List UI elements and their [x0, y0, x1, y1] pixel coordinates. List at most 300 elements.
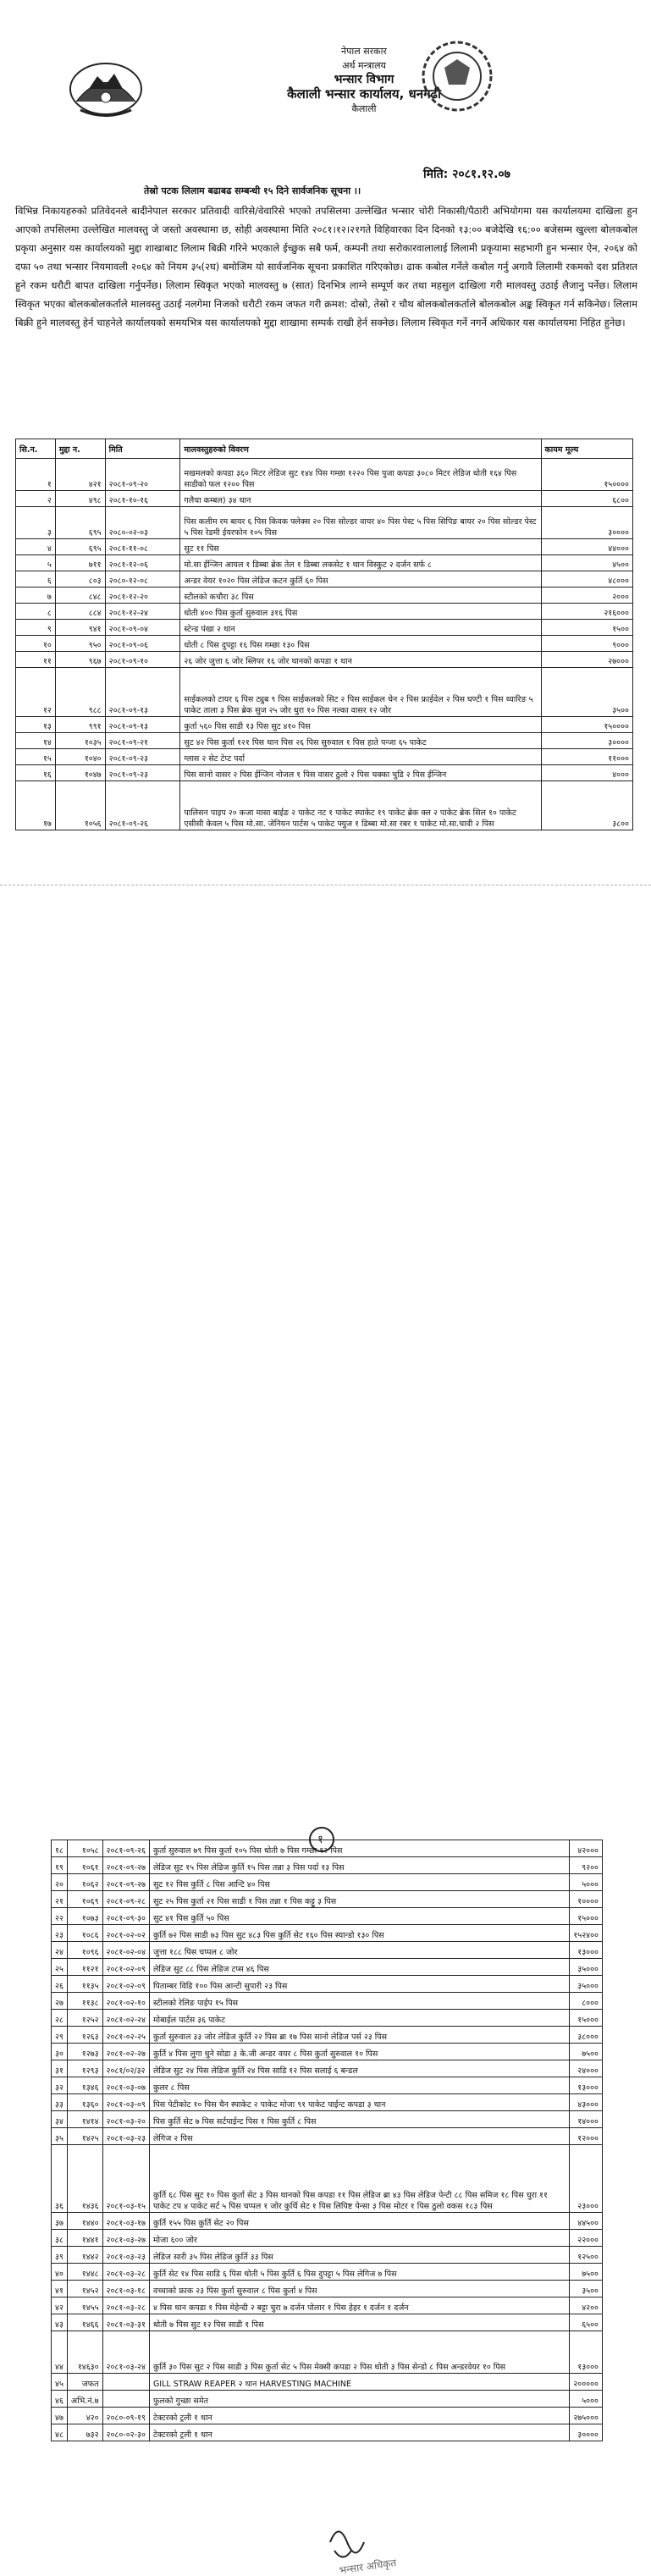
- cell-value: ३८०००: [570, 2027, 603, 2044]
- cell-description: मोबाईल पार्टस ३६ पाकेट: [149, 2010, 569, 2027]
- cell-description: पिस सानो वासर २ पिस ईन्जिन नोजल १ पिस वासर ठुलो २ पिस चक्का चुडि २ पिस ईन्जिन: [180, 765, 541, 781]
- cell-description: कुर्ता सुरुवाल ३३ जोर लेडिज कुर्ति २२ पिस ब्रा १७ पिस सानो लेडिज पर्स २३ पिस: [149, 2027, 569, 2044]
- cell-value: १००००: [570, 1891, 603, 1908]
- table-row: [16, 636, 633, 652]
- cell-value: १५००: [541, 620, 632, 636]
- table-row: [52, 1993, 603, 2010]
- cell-sn: ३३: [52, 2094, 68, 2111]
- header-description: मालवस्तुहरुको विवरण: [180, 439, 541, 459]
- cell-sn: २६: [52, 1976, 68, 1993]
- goods-table-page-1: [15, 439, 633, 830]
- cell-date: २०८१-०३-३१: [102, 2314, 149, 2331]
- cell-value: ३५००: [570, 2281, 603, 2297]
- cell-description: टेक्टरको ट्रली १ थान: [149, 2408, 569, 2424]
- table-row: [52, 2060, 603, 2077]
- cell-date: २०८१-०९-२१: [105, 733, 180, 749]
- cell-case-no: १४४२: [67, 2247, 102, 2264]
- header-line-office: कैलाली भन्सार कार्यालय, धनगढी: [287, 86, 441, 102]
- table-row: [52, 1925, 603, 1942]
- cell-case-no: ४२०: [67, 2408, 102, 2424]
- cell-date: २०८१-०९-२६: [102, 1840, 149, 1857]
- cell-case-no: १०९६: [67, 1942, 102, 1959]
- table-row: [52, 2010, 603, 2027]
- cell-date: २०८१-०३-२८: [102, 2264, 149, 2281]
- cell-description: कुर्ति ३० पिस सुट २ पिस साडी ३ पिस कुर्ता सेट ५ पिस मेक्सी कपडा २ पिस धोती ३ पिस सेन्डो ८ पिस अन्डरवेयर १० पिस: [149, 2331, 569, 2374]
- table-row: [16, 620, 633, 636]
- table-row: [52, 2111, 603, 2128]
- cell-case-no: १४१४: [67, 2111, 102, 2128]
- notice-page-1: [0, 0, 651, 885]
- cell-description: लेडिज सुट २४ पिस लेडिज कुर्ति २४ पिस साडि १२ पिस सलाई ६ बन्डल: [149, 2060, 569, 2077]
- cell-description: GILL STRAW REAPER २ थान HARVESTING MACHINE: [149, 2374, 569, 2391]
- cell-sn: २८: [52, 2010, 68, 2027]
- cell-date: २०८०-०२-३०: [102, 2424, 149, 2441]
- table-row: [16, 555, 633, 571]
- cell-value: २०००००: [570, 2374, 603, 2391]
- cell-sn: २४: [52, 1942, 68, 1959]
- cell-date: २०८०-१२-०८: [105, 571, 180, 587]
- cell-case-no: ९८८: [55, 668, 105, 717]
- cell-date: २०८१/०२/३२: [102, 2060, 149, 2077]
- cell-description: कुर्ता ५६० पिस साडी १३ पिस सुट ४१० पिस: [180, 717, 541, 733]
- cell-description: स्टीलको रेलिङ पाईप १५ पिस: [149, 1993, 569, 2010]
- cell-case-no: ९६७: [55, 652, 105, 668]
- cell-sn: ४६: [52, 2391, 68, 2408]
- table-row: [16, 459, 633, 491]
- cell-sn: २९: [52, 2027, 68, 2044]
- cell-date: २०८१-०९-१०: [105, 652, 180, 668]
- table-row: [52, 2044, 603, 2060]
- table-row: [52, 2374, 603, 2391]
- cell-sn: ३१: [52, 2060, 68, 2077]
- cell-date: [102, 2374, 149, 2391]
- cell-value: २४०००: [570, 2060, 603, 2077]
- cell-value: ३५०००: [570, 1959, 603, 1976]
- table-row: [16, 652, 633, 668]
- header-value: कायम मूल्य: [541, 439, 632, 459]
- table-row: [16, 571, 633, 587]
- cell-value: ५०००: [570, 2391, 603, 2408]
- table-row: [16, 507, 633, 539]
- cell-value: १३०००: [570, 1942, 603, 1959]
- cell-date: २०८१-०२-२५: [102, 2027, 149, 2044]
- cell-case-no: १४३६: [67, 2145, 102, 2213]
- cell-date: २०८१-०३-०७: [102, 2077, 149, 2094]
- cell-date: २०८१-०३-२८: [102, 2297, 149, 2314]
- cell-description: गलैचा कम्बल) ३४ थान: [180, 491, 541, 507]
- table-row: [52, 2424, 603, 2441]
- cell-value: १३०००: [570, 2077, 603, 2094]
- cell-description: स्टेन्ड पंखा २ थान: [180, 620, 541, 636]
- cell-description: कुलर ८ पिस: [149, 2077, 569, 2094]
- page-number-mark-text: १: [317, 1834, 323, 1846]
- cell-value: १५०००: [570, 2010, 603, 2027]
- cell-value: ५०००: [570, 1874, 603, 1891]
- header-date: मिति: [105, 439, 180, 459]
- notice-page-2: [0, 896, 651, 2576]
- cell-value: ३००००: [541, 733, 632, 749]
- table-row: [52, 2145, 603, 2213]
- cell-sn: ३५: [52, 2128, 68, 2145]
- cell-sn: ४: [16, 539, 56, 555]
- cell-date: २०८१-०९-०४: [105, 620, 180, 636]
- cell-sn: ३८: [52, 2230, 68, 2247]
- cell-case-no: १०४७: [55, 765, 105, 781]
- cell-value: ८०००: [570, 1993, 603, 2010]
- cell-sn: २५: [52, 1959, 68, 1976]
- cell-value: ७५००: [570, 2044, 603, 2060]
- table-row: [52, 2331, 603, 2374]
- cell-date: २०८१-०३-१५: [102, 2145, 149, 2213]
- cell-description: पिस पेटीकोट १० पिस चैन स्पाकेट २ पाकेट मोजा ९१ पाकेट पाईन्ट कपडा ३ थान: [149, 2094, 569, 2111]
- cell-value: ३५०००: [570, 1976, 603, 1993]
- cell-description: पालिसन पाइप २० कजा मासा बाईङ २ पाकेट नट १ पाकेट स्पाकेट १९ पाकेट ब्रेक क्ल २ पाकेट ब्रेक सिल १० पाकेट एसीसी केवल ५ पिस मो.सा. जेनियन पार्टस ५ पाकेट फ्युज १ डिब्बा मो.सा रबर १ पाकेट मो.सा.चावी २ पिस: [180, 781, 541, 830]
- cell-date: २०८१-०२-०९: [102, 1976, 149, 1993]
- table-row: [52, 2094, 603, 2111]
- cell-date: २०८१-०२-०४: [102, 1942, 149, 1959]
- notice-date: मिति: २०८१.१२.०७: [423, 168, 510, 181]
- cell-description: कुर्ता सुरुवाल ७९ पिस कुर्ता १०५ पिस धोती ७ पिस गम्छा १२ पिस: [149, 1840, 569, 1857]
- cell-description: कुर्ति १५५ पिस कुर्ति सेट २० पिस: [149, 2213, 569, 2230]
- cell-description: कुर्ति ६८ पिस सुट १० पिस कुर्ता सेट ३ पिस थानको पिस कपडा ११ पिस लेडिज ब्रा ४३ पिस लेडिज पेन्टी ८८ पिस समिज १८ पिस चुरा ११ पाकेट टप ४ पाकेट सर्ट ५ पिस चप्पल १ जोर कुर्थि सेट १ पिस लिपिष्ट पेन्सा ३ पिस मोटर १ पिस ठुलो वकस १८३ पिस: [149, 2145, 569, 2213]
- cell-sn: ३७: [52, 2213, 68, 2230]
- cell-sn: १८: [52, 1840, 68, 1857]
- cell-sn: ८: [16, 604, 56, 620]
- cell-description: ४ पिस थान कपडा १ पिस मेहेन्दी २ बट्टा चुरा ७ दर्जन पोलार १ पिस हेहर १ दर्जन १ दर्जन: [149, 2297, 569, 2314]
- cell-date: २०८१-०३-२७: [102, 2230, 149, 2247]
- cell-date: २०८१-०९-२०: [105, 459, 180, 491]
- cell-case-no: ९४१: [55, 620, 105, 636]
- cell-description: पिस कलीम रम बायर ६ पिस किवक फ्लेक्स २० पिस सोल्डर वायर ४० पिस पेस्ट ५ पिस सिपिङ बायर २० पिस सोल्डर पेस्ट ५ पिस रेडमी ईयरफोन १०५ पिस: [180, 507, 541, 539]
- cell-case-no: १०५६: [55, 781, 105, 830]
- cell-sn: १७: [16, 781, 56, 830]
- cell-sn: ९: [16, 620, 56, 636]
- cell-sn: २०: [52, 1874, 68, 1891]
- cell-sn: २१: [52, 1891, 68, 1908]
- cell-sn: १६: [16, 765, 56, 781]
- table-row: [16, 668, 633, 717]
- cell-description: सुट ११ पिस: [180, 539, 541, 555]
- cell-case-no: १२७३: [67, 2044, 102, 2060]
- cell-description: अन्डर वेयर १०२० पिस लेडिज कटन कुर्ति ६० पिस: [180, 571, 541, 587]
- cell-case-no: जफत: [67, 2374, 102, 2391]
- cell-case-no: १०५८: [67, 1840, 102, 1857]
- cell-value: ३८००: [541, 781, 632, 830]
- cell-date: २०८१-०२-२४: [102, 2010, 149, 2027]
- table-row: [52, 2391, 603, 2408]
- cell-case-no: ६९५: [55, 507, 105, 539]
- cell-description: सुट ४१ पिस कुर्ति ५० पिस: [149, 1908, 569, 1925]
- cell-date: [102, 2391, 149, 2408]
- cell-value: ९०००: [541, 636, 632, 652]
- cell-date: २०८१-०९-१३: [105, 717, 180, 733]
- table-row: [16, 765, 633, 781]
- cell-description: कुर्ति ७२ पिस साडी ७३ पिस सुट ४८३ पिस कुर्ति सेट १६० पिस स्यान्डो १३० पिस: [149, 1925, 569, 1942]
- cell-sn: ४२: [52, 2297, 68, 2314]
- cell-case-no: १२६३: [67, 2027, 102, 2044]
- cell-value: ४८०००: [541, 571, 632, 587]
- cell-sn: ३: [16, 507, 56, 539]
- cell-date: २०८१-१२-२४: [105, 604, 180, 620]
- cell-case-no: १२५२: [67, 2010, 102, 2027]
- nepal-emblem-icon: [63, 55, 148, 119]
- table-row: [52, 2027, 603, 2044]
- table-row: [52, 2281, 603, 2297]
- cell-case-no: १०८६: [67, 1925, 102, 1942]
- cell-sn: ३०: [52, 2044, 68, 2060]
- cell-value: २०००: [541, 587, 632, 604]
- cell-case-no: ९९१: [55, 717, 105, 733]
- cell-description: लेडिज सुट १५ पिस लेडिज कुर्ति १५ पिस तन्ना ३ पिस पर्दा १३ पिस: [149, 1857, 569, 1874]
- page-separator: [0, 885, 651, 896]
- cell-date: २०८०-०९-१९: [102, 2408, 149, 2424]
- cell-value: ६५००: [570, 2314, 603, 2331]
- cell-description: फुलको गुच्छा समेत: [149, 2391, 569, 2408]
- cell-value: ३००००: [541, 507, 632, 539]
- table-row: [16, 749, 633, 765]
- cell-value: १५२४००: [570, 1925, 603, 1942]
- cell-sn: १: [16, 459, 56, 491]
- cell-sn: ११: [16, 652, 56, 668]
- cell-value: २२०००: [570, 2230, 603, 2247]
- header-line-government: नेपाल सरकार: [341, 46, 387, 57]
- cell-description: स्टीलको कचौरा ३८ पिस: [180, 587, 541, 604]
- cell-sn: ६: [16, 571, 56, 587]
- cell-case-no: ६९५: [55, 539, 105, 555]
- notice-body: विभिन्न निकायहरुको प्रतिवेदनले बादीनेपाल सरकार प्रतिवादी वारिसे/वेवारिसे भएको तपसिलमा उल्लेखित भन्सार चोरी निकासी/पैठारी अभियोगमा यस कार्यालयमा दाखिला हुन आएको तपसिलमा उल्लेखित मालवस्तु जे जस्तो अवस्थामा छ, सोही अवस्थामा मिति २०८१।१२।२१गते विहिवारका दिन दिनको १३:०० बजेदेखि १६:०० बजेसम्म खुल्ला बोलकबोल प्रकृया अनुसार यस कार्यालयको मुद्दा शाखाबाट लिलाम बिक्री गरिने भएकाले ईच्छुक सबै फर्म, कम्पनी तथा सरोकारवालालाई लिलामी प्रकृयामा सहभागी हुन भन्सार ऐन, २०६४ को दफा ५० तथा भन्सार नियमावली २०६४ को नियम ३५(२घ) बमोजिम यो सार्वजनिक सूचना प्रकाशित गरिएकोछ। ढाक कबोल गर्नेले कबोल गर्नु अगावै लिलामी रकमको दश प्रतिशत हुने रकम धरौटी बापत दाखिला गर्नुपर्नेछ। लिलाम स्विकृत भएको मालवस्तु ७ (सात) दिनभित्र लाग्ने सम्पूर्ण कर तथा महसुल दाखिला गरी मालवस्तु उठाई लैजानु पर्नेछ। लिलाम स्विकृत भएका बोलकबोलकर्ताले मालवस्तु उठाई नलगेमा निजको धरौटी रकम जफत गरी क्रमश: दोस्रो, तेस्रो र चौथ बोलकबोलकर्ताले बोलकबोल अङ्क स्विकृत गर्न सकिनेछ। लिलाम बिक्री हुने मालवस्तु हेर्न चाहनेले कार्यालयको समयभित्र यस कार्यालयको मुद्दा शाखामा सम्पर्क राखी हेर्न सक्नेछ। लिलाम स्विकृत गर्ने नगर्ने अधिकार यस कार्यालयमा निहित हुनेछ।: [15, 205, 637, 328]
- cell-case-no: ११३५: [67, 1976, 102, 1993]
- cell-date: २०८१-०९-२३: [105, 765, 180, 781]
- header-sn: सि.न.: [16, 439, 56, 459]
- cell-description: साईकलको टायर ६ पिस ट्युब ९ पिस साईकलको सिट २ पिस साईकल चेन २ पिस फ्राईवेल २ पिस घण्टी १ पिस थ्यारिङ ५ पाकेट ताला ३ पिस ब्रेक सुज २५ जोर धुरा १० पिस नल्का वासर १२ जोर: [180, 668, 541, 717]
- header-line-department: भन्सार विभाग: [334, 73, 394, 86]
- cell-case-no: १४५२: [67, 2281, 102, 2297]
- table-row: [52, 1857, 603, 1874]
- cell-sn: २२: [52, 1908, 68, 1925]
- table-row: [16, 539, 633, 555]
- cell-description: मोजा ६०० जोर: [149, 2230, 569, 2247]
- table-row: [16, 781, 633, 830]
- cell-case-no: ७११: [55, 555, 105, 571]
- cell-value: ४२०००: [570, 1840, 603, 1857]
- cell-sn: ५: [16, 555, 56, 571]
- header-case-no: मुद्दा न.: [55, 439, 105, 459]
- cell-sn: २३: [52, 1925, 68, 1942]
- cell-case-no: ८०३: [55, 571, 105, 587]
- cell-description: लेगिज २ पिस: [149, 2128, 569, 2145]
- cell-description: धोती ७ पिस सुट १२ पिस साडी १ पिस: [149, 2314, 569, 2331]
- cell-date: २०८१-०३-२४: [102, 2331, 149, 2374]
- cell-date: २०८१-०२-०२: [102, 1925, 149, 1942]
- cell-date: २०८१-०२-०९: [102, 1959, 149, 1976]
- cell-value: १५००००: [541, 459, 632, 491]
- cell-sn: ४०: [52, 2264, 68, 2281]
- cell-sn: ४३: [52, 2314, 68, 2331]
- cell-sn: ३६: [52, 2145, 68, 2213]
- cell-value: ३००००: [570, 2424, 603, 2441]
- table-row: [52, 2408, 603, 2424]
- cell-sn: १३: [16, 717, 56, 733]
- cell-case-no: १०७३: [67, 1908, 102, 1925]
- cell-value: ४०००: [541, 765, 632, 781]
- cell-case-no: ७३२: [67, 2424, 102, 2441]
- cell-description: लेडिज सारी ३५ पिस लेडिज कुर्ति ३३ पिस: [149, 2247, 569, 2264]
- cell-date: २०८१-०३-१८: [102, 2281, 149, 2297]
- cell-date: २०८१-०३-२३: [102, 2128, 149, 2145]
- table-header-row: [16, 439, 633, 459]
- cell-value: २७०००: [541, 652, 632, 668]
- table-row: [16, 604, 633, 620]
- goods-table-page-2: [51, 1840, 603, 2441]
- office-seal-icon: [415, 34, 499, 119]
- cell-case-no: १०६१: [67, 1857, 102, 1874]
- cell-case-no: १४४८: [67, 2264, 102, 2281]
- cell-case-no: १४६३०: [67, 2331, 102, 2374]
- table-row: [52, 1874, 603, 1891]
- cell-description: पिस कुर्ति सेट ७ पिस सर्टपाईन्ट पिस १ पिस कुर्ति ८ पिस: [149, 2111, 569, 2128]
- cell-case-no: १०३५: [55, 733, 105, 749]
- notice-title: तेस्रो पटक लिलाम बढाबढ सम्बन्धी १५ दिने सार्वजनिक सूचना ।।: [144, 185, 361, 196]
- table-row: [16, 733, 633, 749]
- cell-description: धोती ८ पिस दुपट्टा १६ पिस गम्छा १३० पिस: [180, 636, 541, 652]
- cell-date: २०८१-०३-०९: [102, 2094, 149, 2111]
- cell-value: ४४०००: [541, 539, 632, 555]
- svg-text:भन्सार अधिकृत: भन्सार अधिकृत: [338, 2557, 398, 2576]
- cell-case-no: ९५०: [55, 636, 105, 652]
- cell-sn: ३४: [52, 2111, 68, 2128]
- cell-case-no: १०४०: [55, 749, 105, 765]
- table-row: [52, 1942, 603, 1959]
- cell-case-no: ८४८: [55, 587, 105, 604]
- cell-description: वच्चाको फ्राक २३ पिस कुर्ता सुरुवाल ८ पिस कुर्ता ४ पिस: [149, 2281, 569, 2297]
- table-row: [52, 2213, 603, 2230]
- cell-sn: १९: [52, 1857, 68, 1874]
- cell-sn: १५: [16, 749, 56, 765]
- table-row: [52, 2297, 603, 2314]
- cell-date: २०८१-०९-१३: [105, 668, 180, 717]
- header-line-ministry: अर्थ मन्त्रालय: [342, 60, 386, 71]
- cell-case-no: ४२१: [55, 459, 105, 491]
- cell-date: २०८१-०३-२०: [102, 2111, 149, 2128]
- cell-value: ११०००: [541, 749, 632, 765]
- cell-sn: २: [16, 491, 56, 507]
- cell-description: धोती ४०० पिस कुर्ता सुरुवाल ३१६ पिस: [180, 604, 541, 620]
- cell-sn: १२: [16, 668, 56, 717]
- cell-description: सुट १२ पिस कुर्ति ८ पिस आन्टि ४० पिस: [149, 1874, 569, 1891]
- cell-date: २०८१-०३-२३: [102, 2247, 149, 2264]
- table-row: [52, 1908, 603, 1925]
- cell-sn: ३९: [52, 2247, 68, 2264]
- cell-case-no: १४२५: [67, 2128, 102, 2145]
- cell-sn: ४४: [52, 2331, 68, 2374]
- cell-sn: ४७: [52, 2408, 68, 2424]
- cell-sn: १४: [16, 733, 56, 749]
- cell-date: २०८१-१०-१६: [105, 491, 180, 507]
- cell-value: ४२००: [570, 2297, 603, 2314]
- cell-value: ४३०००: [570, 2094, 603, 2111]
- table-row: [52, 1976, 603, 1993]
- cell-date: २०८१-०३-१७: [102, 2213, 149, 2230]
- cell-date: २०८१-११-०८: [105, 539, 180, 555]
- cell-description: सुट २५ पिस कुर्ता २१ पिस साडी १ पिस तन्ना १ पिस कट्टु ३ पिस: [149, 1891, 569, 1908]
- cell-description: मो.सा ईन्जिन आयल १ डिब्बा ब्रेक तेल १ डिब्बा लकसेट १ थान विस्कुट २ दर्जन सर्फ ८: [180, 555, 541, 571]
- cell-value: १५०००: [570, 1908, 603, 1925]
- cell-value: २३०००: [570, 2145, 603, 2213]
- table-row: [52, 2230, 603, 2247]
- cell-value: १४०००: [570, 2111, 603, 2128]
- table-row: [52, 1959, 603, 1976]
- cell-date: २०८०-०२-०३: [105, 507, 180, 539]
- cell-case-no: १३६०: [67, 2094, 102, 2111]
- cell-value: ७५००: [570, 2264, 603, 2281]
- cell-date: २०८१-०९-२८: [102, 1891, 149, 1908]
- cell-case-no: ४९८: [55, 491, 105, 507]
- cell-value: ३५००: [541, 668, 632, 717]
- cell-case-no: १४५५: [67, 2297, 102, 2314]
- table-row: [52, 2128, 603, 2145]
- cell-case-no: १४४१: [67, 2230, 102, 2247]
- cell-date: २०८१-०९-२७: [102, 1857, 149, 1874]
- cell-description: ग्लास २ सेट टेप्ट पर्दा: [180, 749, 541, 765]
- cell-case-no: १४४०: [67, 2213, 102, 2230]
- cell-case-no: १४६६: [67, 2314, 102, 2331]
- cell-date: २०८१-०२-२७: [102, 2044, 149, 2060]
- cell-sn: १०: [16, 636, 56, 652]
- cell-case-no: ११२१: [67, 1959, 102, 1976]
- cell-case-no: १०६२: [67, 1874, 102, 1891]
- table-row: [52, 2247, 603, 2264]
- cell-date: २०८१-१२-०६: [105, 555, 180, 571]
- header-line-district: कैलाली: [351, 103, 377, 114]
- cell-date: २०८१-०९-३०: [102, 1908, 149, 1925]
- table-row: [16, 587, 633, 604]
- cell-case-no: ८८४: [55, 604, 105, 620]
- cell-description: मखमलको कपडा ३६० मिटर लेडिज सुट १४४ पिस गम्छा १२२० पिस पुजा कपडा ३०८० मिटर लेडिज धोती १६४ पिस साडीको फल १२०० पिस: [180, 459, 541, 491]
- cell-date: २०८१-०९-२७: [102, 1874, 149, 1891]
- cell-date: २०८१-०९-२३: [105, 749, 180, 765]
- table-row: [52, 1840, 603, 1857]
- table-row: [52, 2264, 603, 2281]
- cell-sn: ७: [16, 587, 56, 604]
- cell-description: कुर्ति ४ पिस लुगा धुने सोडा ३ के.जी अन्डर वयर ८ पिस कुर्ता सुरुवाल १० पिस: [149, 2044, 569, 2060]
- table-row: [52, 1891, 603, 1908]
- cell-date: २०८१-१२-२०: [105, 587, 180, 604]
- cell-value: ६८००: [541, 491, 632, 507]
- cell-value: ४४५००: [570, 2213, 603, 2230]
- cell-case-no: ११३८: [67, 1993, 102, 2010]
- cell-value: ९२००: [570, 1857, 603, 1874]
- cell-description: २६ जोर जुत्ता ६ जोर स्लिपर १६ जोर थानको कपडा १ थान: [180, 652, 541, 668]
- cell-description: टेक्टरको ट्रली १ थान: [149, 2424, 569, 2441]
- cell-date: २०८१-०९-२६: [105, 781, 180, 830]
- cell-sn: ३२: [52, 2077, 68, 2094]
- table-row: [16, 491, 633, 507]
- table-row: [52, 2314, 603, 2331]
- cell-date: २०८१-०२-१०: [102, 1993, 149, 2010]
- cell-description: सुट ४२ पिस कुर्ता १२१ पिस थान पिस २६ पिस सुरुवाल १ पिस हाते पन्जा ६५ पाकेट: [180, 733, 541, 749]
- cell-sn: ४८: [52, 2424, 68, 2441]
- cell-sn: ४५: [52, 2374, 68, 2391]
- cell-value: १५००००: [541, 717, 632, 733]
- cell-case-no: १२९३: [67, 2060, 102, 2077]
- cell-value: १२५००: [570, 2247, 603, 2264]
- cell-sn: २७: [52, 1993, 68, 2010]
- cell-value: ४५००: [541, 555, 632, 571]
- cell-case-no: १०६९: [67, 1891, 102, 1908]
- table-row: [52, 2077, 603, 2094]
- cell-value: २१६०००: [541, 604, 632, 620]
- cell-date: २०८१-०९-०६: [105, 636, 180, 652]
